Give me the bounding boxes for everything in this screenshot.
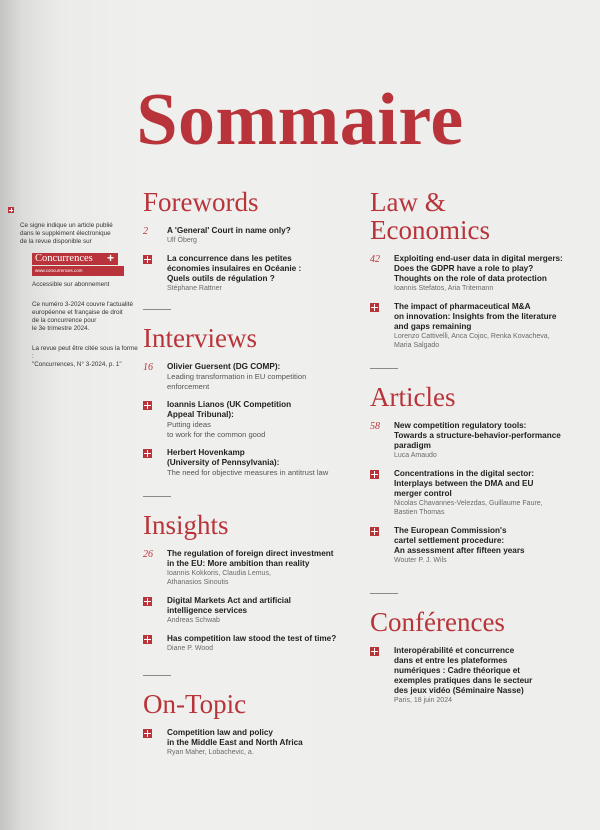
toc-entry[interactable] (143, 596, 358, 625)
sidebar-notes (8, 206, 138, 369)
concurrences-logo (32, 253, 118, 265)
entry-title: A 'General' Court in name only? (167, 226, 291, 235)
page-number: 26 (143, 548, 153, 560)
entry-author: Paris, 18 juin 2024 (394, 697, 452, 704)
entry-author: Lorenzo Cattivelli, Anca Cojoc, Renka Kovacheva, Maria Salgado (394, 333, 550, 349)
logo-name: Concurrences (35, 253, 93, 264)
entry-author: Diane P. Wood (167, 644, 214, 652)
plus-icon (143, 449, 152, 458)
section-title: Conférences (370, 607, 505, 637)
section-interviews (143, 324, 358, 478)
section-title: Insights (143, 509, 229, 540)
entry-subtitle: Leading transformation in EU competition enforcement (167, 372, 307, 391)
right-column (370, 188, 595, 714)
entry-author: Wouter P. J. Wils (394, 557, 447, 564)
entry-author: Stéphane Rattner (167, 285, 222, 292)
entry-author: Luca Amaudo (394, 452, 437, 459)
section-insights (143, 511, 358, 653)
entry-title: Interopérabilité et concurrence dans et entre les plateformes numériques : Cadre théorique et exemples pratiques dans le secteur des jeux vidéo (Séminaire Nasse) (394, 646, 533, 695)
section-divider (370, 368, 398, 369)
plus-icon (370, 470, 379, 479)
section-forewords (143, 188, 358, 293)
toc-entry[interactable] (370, 421, 595, 460)
toc-entry[interactable] (143, 728, 358, 757)
toc-entry[interactable] (370, 254, 595, 293)
section-title: Interviews (143, 323, 257, 353)
entry-author: Nicolas Chavannes-Velezdas, Guillaume Faure, Bastien Thomas (394, 500, 543, 516)
logo-plus-icon: + (106, 251, 114, 265)
section-divider (370, 593, 398, 594)
toc-entry[interactable] (370, 526, 595, 565)
entry-subtitle: The need for objective measures in antitrust law (167, 468, 329, 477)
section-title: Forewords (143, 187, 259, 217)
section-divider (143, 496, 171, 497)
toc-entry[interactable] (143, 400, 358, 439)
entry-title: The impact of pharmaceutical M&A on innovation: Insights from the literature and gaps remaining (394, 302, 557, 331)
entry-title: Digital Markets Act and artificial intelligence services (167, 595, 291, 615)
toc-entry[interactable] (370, 302, 595, 350)
plus-icon (143, 597, 152, 606)
section-title: On-Topic (143, 688, 247, 719)
toc-entry[interactable] (370, 469, 595, 517)
plus-icon (143, 635, 152, 644)
plus-icon (370, 527, 379, 536)
entry-title: Exploiting end-user data in digital mergers: Does the GDPR have a role to play? Thoughts on the role of data protection (394, 254, 563, 283)
toc-entry[interactable] (143, 448, 358, 478)
section-law-economics (370, 188, 595, 350)
supplement-note-text: Ce signe indique un article publié dans le supplément électronique de la revue disponible sur (20, 222, 113, 245)
page-number: 16 (143, 362, 153, 373)
entry-title: Has competition law stood the test of time? (167, 633, 337, 643)
plus-icon (143, 729, 152, 738)
entry-title: New competition regulatory tools: Towards a structure-behavior-performance paradigm (394, 421, 561, 450)
entry-author: Ioannis Kokkoris, Claudia Lemus, Athanasios Sinoutis (167, 569, 271, 586)
toc-entry[interactable] (143, 634, 358, 653)
toc-entry[interactable] (143, 254, 358, 293)
entry-author: Ulf Öberg (167, 237, 197, 244)
entry-title: Ioannis Lianos (UK Competition Appeal Tribunal): (167, 400, 292, 419)
entry-title: La concurrence dans les petites économies insulaires en Océanie : Quels outils de régulation ? (167, 254, 302, 283)
section-on-topic (143, 690, 358, 757)
toc-entry[interactable] (370, 646, 595, 705)
entry-author: Andreas Schwab (167, 616, 220, 624)
entry-title: The European Commission's cartel settlement procedure: An assessment after fifteen years (394, 526, 525, 555)
plus-icon (370, 303, 379, 312)
left-column (143, 188, 358, 766)
entry-title: Olivier Guersent (DG COMP): (167, 362, 281, 371)
plus-icon (143, 255, 152, 264)
toc-entry[interactable] (143, 362, 358, 391)
plus-icon (8, 207, 14, 213)
entry-title: The regulation of foreign direct investment in the EU: More ambition than reality (167, 548, 334, 568)
section-divider (143, 675, 171, 676)
page-number: 2 (143, 226, 148, 237)
plus-icon (143, 401, 152, 410)
logo-url: www.concurrences.com (32, 266, 124, 276)
entry-author: Ryan Maher, Lobachevic, a. (167, 748, 254, 756)
plus-icon (370, 647, 379, 656)
section-articles (370, 383, 595, 565)
subscription-note: Accessible sur abonnement (32, 281, 110, 288)
entry-author: Ioannis Stefatos, Aria Tritemann (394, 285, 494, 292)
toc-entry[interactable] (143, 549, 358, 587)
citation-note: La revue peut être citée sous la forme : "Concurrences, N° 3-2024, p. 1" (32, 345, 138, 368)
section-conf-rences (370, 608, 595, 705)
section-title: Law & Economics (370, 187, 490, 245)
entry-title: Competition law and policy in the Middle East and North Africa (167, 727, 303, 747)
entry-title: Concentrations in the digital sector: Interplays between the DMA and EU merger control (394, 469, 535, 498)
toc-entry[interactable] (143, 226, 358, 245)
page-title: Sommaire (136, 78, 464, 161)
section-title: Articles (370, 382, 456, 412)
section-divider (143, 309, 171, 310)
coverage-note: Ce numéro 3-2024 couvre l'actualité européenne et française de droit de la concurrence pour le 3e trimestre 2024. (32, 301, 133, 332)
entry-subtitle: Putting ideas to work for the common good (167, 420, 266, 439)
entry-title: Herbert Hovenkamp (University of Pennsylvania): (167, 448, 280, 467)
page-number: 42 (370, 254, 380, 265)
page-number: 58 (370, 421, 380, 432)
supplement-note (8, 206, 138, 246)
